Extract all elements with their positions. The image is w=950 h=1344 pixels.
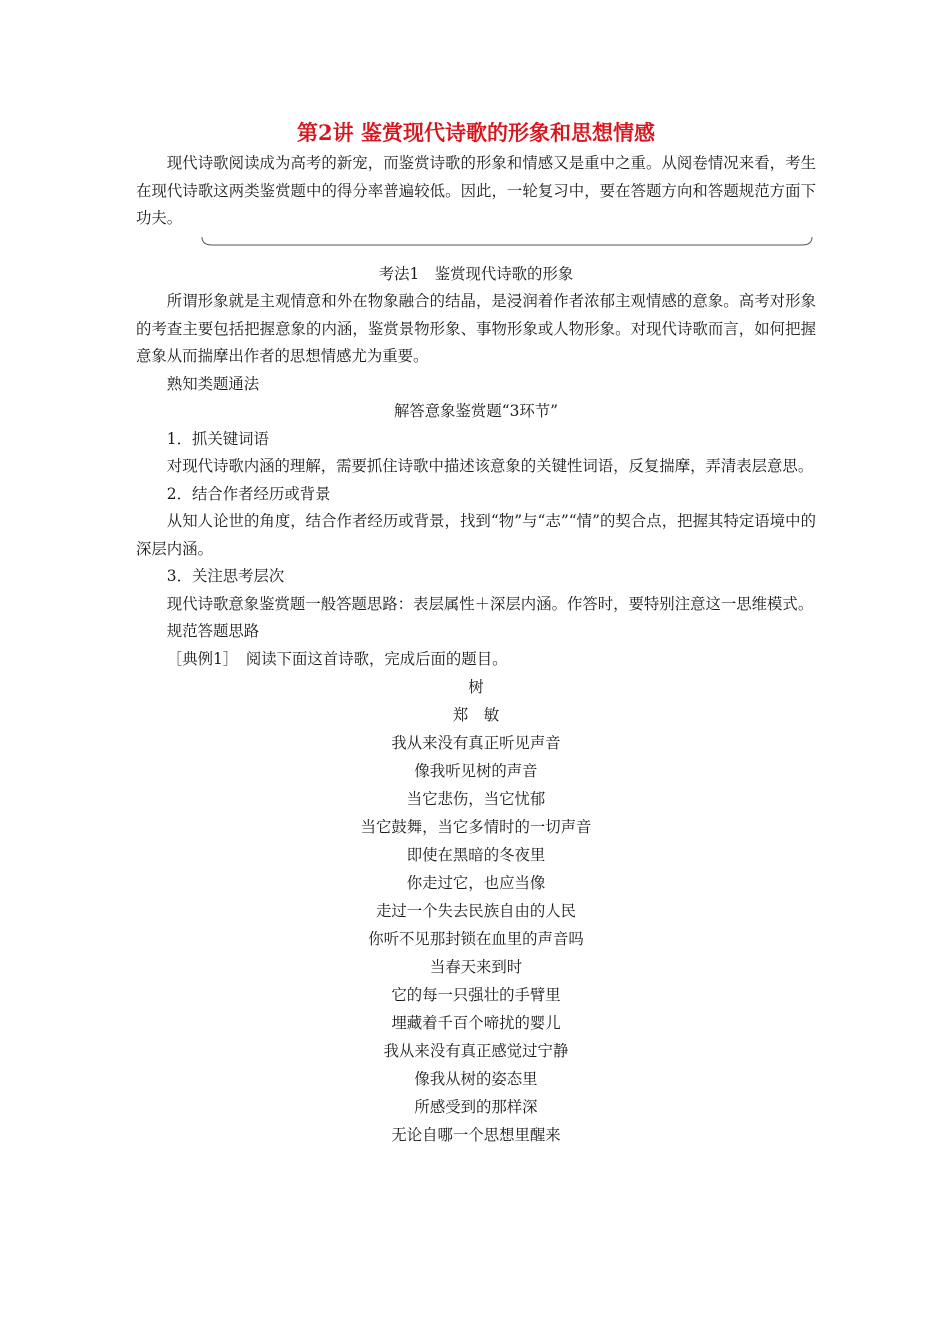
poem-line: 走过一个失去民族自由的人民: [375, 902, 577, 920]
subheading-methods: 熟知类题通法: [166, 374, 260, 393]
poem-line: 它的每一只强壮的手臂里: [391, 986, 561, 1004]
poem-line: 像我从树的姿态里: [414, 1070, 538, 1088]
methods-title: 解答意象鉴赏题“3环节”: [393, 402, 559, 420]
step-heading: 1．抓关键词语: [166, 429, 269, 448]
page-title: 第2讲 鉴赏现代诗歌的形象和思想情感: [297, 120, 655, 145]
step-text: 对现代诗歌内涵的理解，需要抓住诗歌中描述该意象的关键性词语，反复揣摩，弄清表层意思。: [166, 457, 814, 475]
step-heading: 3．关注思考层次: [166, 567, 285, 585]
poem-line: 我从来没有真正感觉过宁静: [383, 1042, 569, 1060]
poem: [136, 673, 816, 1149]
poem-line: 你听不见那封锁在血里的声音吗: [368, 930, 584, 948]
steps-list: [136, 426, 816, 619]
section-paragraph: 所谓形象就是主观情意和外在物象融合的结晶，是浸润着作者浓郁主观情感的意象。高考对形象的考查主要包括把握意象的内涵，鉴赏景物形象、事物形象或人物形象。对现代诗歌而言，如何把握意象从而揣摩出作者的思想情感尤为重要。: [136, 292, 816, 365]
step-text: 现代诗歌意象鉴赏题一般答题思路：表层属性＋深层内涵。作答时，要特别注意这一思维模式。: [166, 594, 814, 613]
poem-line: 像我听见树的声音: [414, 762, 538, 780]
poem-line: 当它悲伤，当它忧郁: [406, 790, 546, 808]
example-intro: ［典例1］ 阅读下面这首诗歌，完成后面的题目。: [166, 649, 508, 668]
poem-line: 所感受到的那样深: [414, 1098, 538, 1116]
subheading-answer: 规范答题思路: [166, 622, 260, 640]
poem-line: 即使在黑暗的冬夜里: [406, 846, 546, 864]
step-heading: 2．结合作者经历或背景: [166, 484, 331, 503]
document-content: [136, 118, 816, 1149]
poem-line: 当它鼓舞，当它多情时的一切声音: [360, 818, 592, 836]
poem-author: 郑 敏: [452, 706, 500, 724]
intro-paragraph: 现代诗歌阅读成为高考的新宠，而鉴赏诗歌的形象和情感又是重中之重。从阅卷情况来看，考生在现代诗歌这两类鉴赏题中的得分率普遍较低。因此，一轮复习中，要在答题方向和答题规范方面下功夫。: [136, 154, 816, 227]
poem-line: 无论自哪一个思想里醒来: [391, 1126, 561, 1144]
poem-line: 你走过它，也应当像: [406, 874, 546, 892]
poem-line: 埋藏着千百个啼扰的婴儿: [391, 1014, 561, 1032]
section-heading: 考法1 鉴赏现代诗歌的形象: [378, 264, 574, 283]
poem-title: 树: [468, 678, 484, 696]
decorative-divider: [200, 235, 814, 251]
poem-line: 当春天来到时: [429, 958, 523, 976]
poem-line: 我从来没有真正听见声音: [391, 734, 561, 752]
step-text: 从知人论世的角度，结合作者经历或背景，找到“物”与“志”“情”的契合点，把握其特定语境中的深层内涵。: [136, 512, 816, 558]
divider-bracket-icon: [200, 235, 814, 251]
